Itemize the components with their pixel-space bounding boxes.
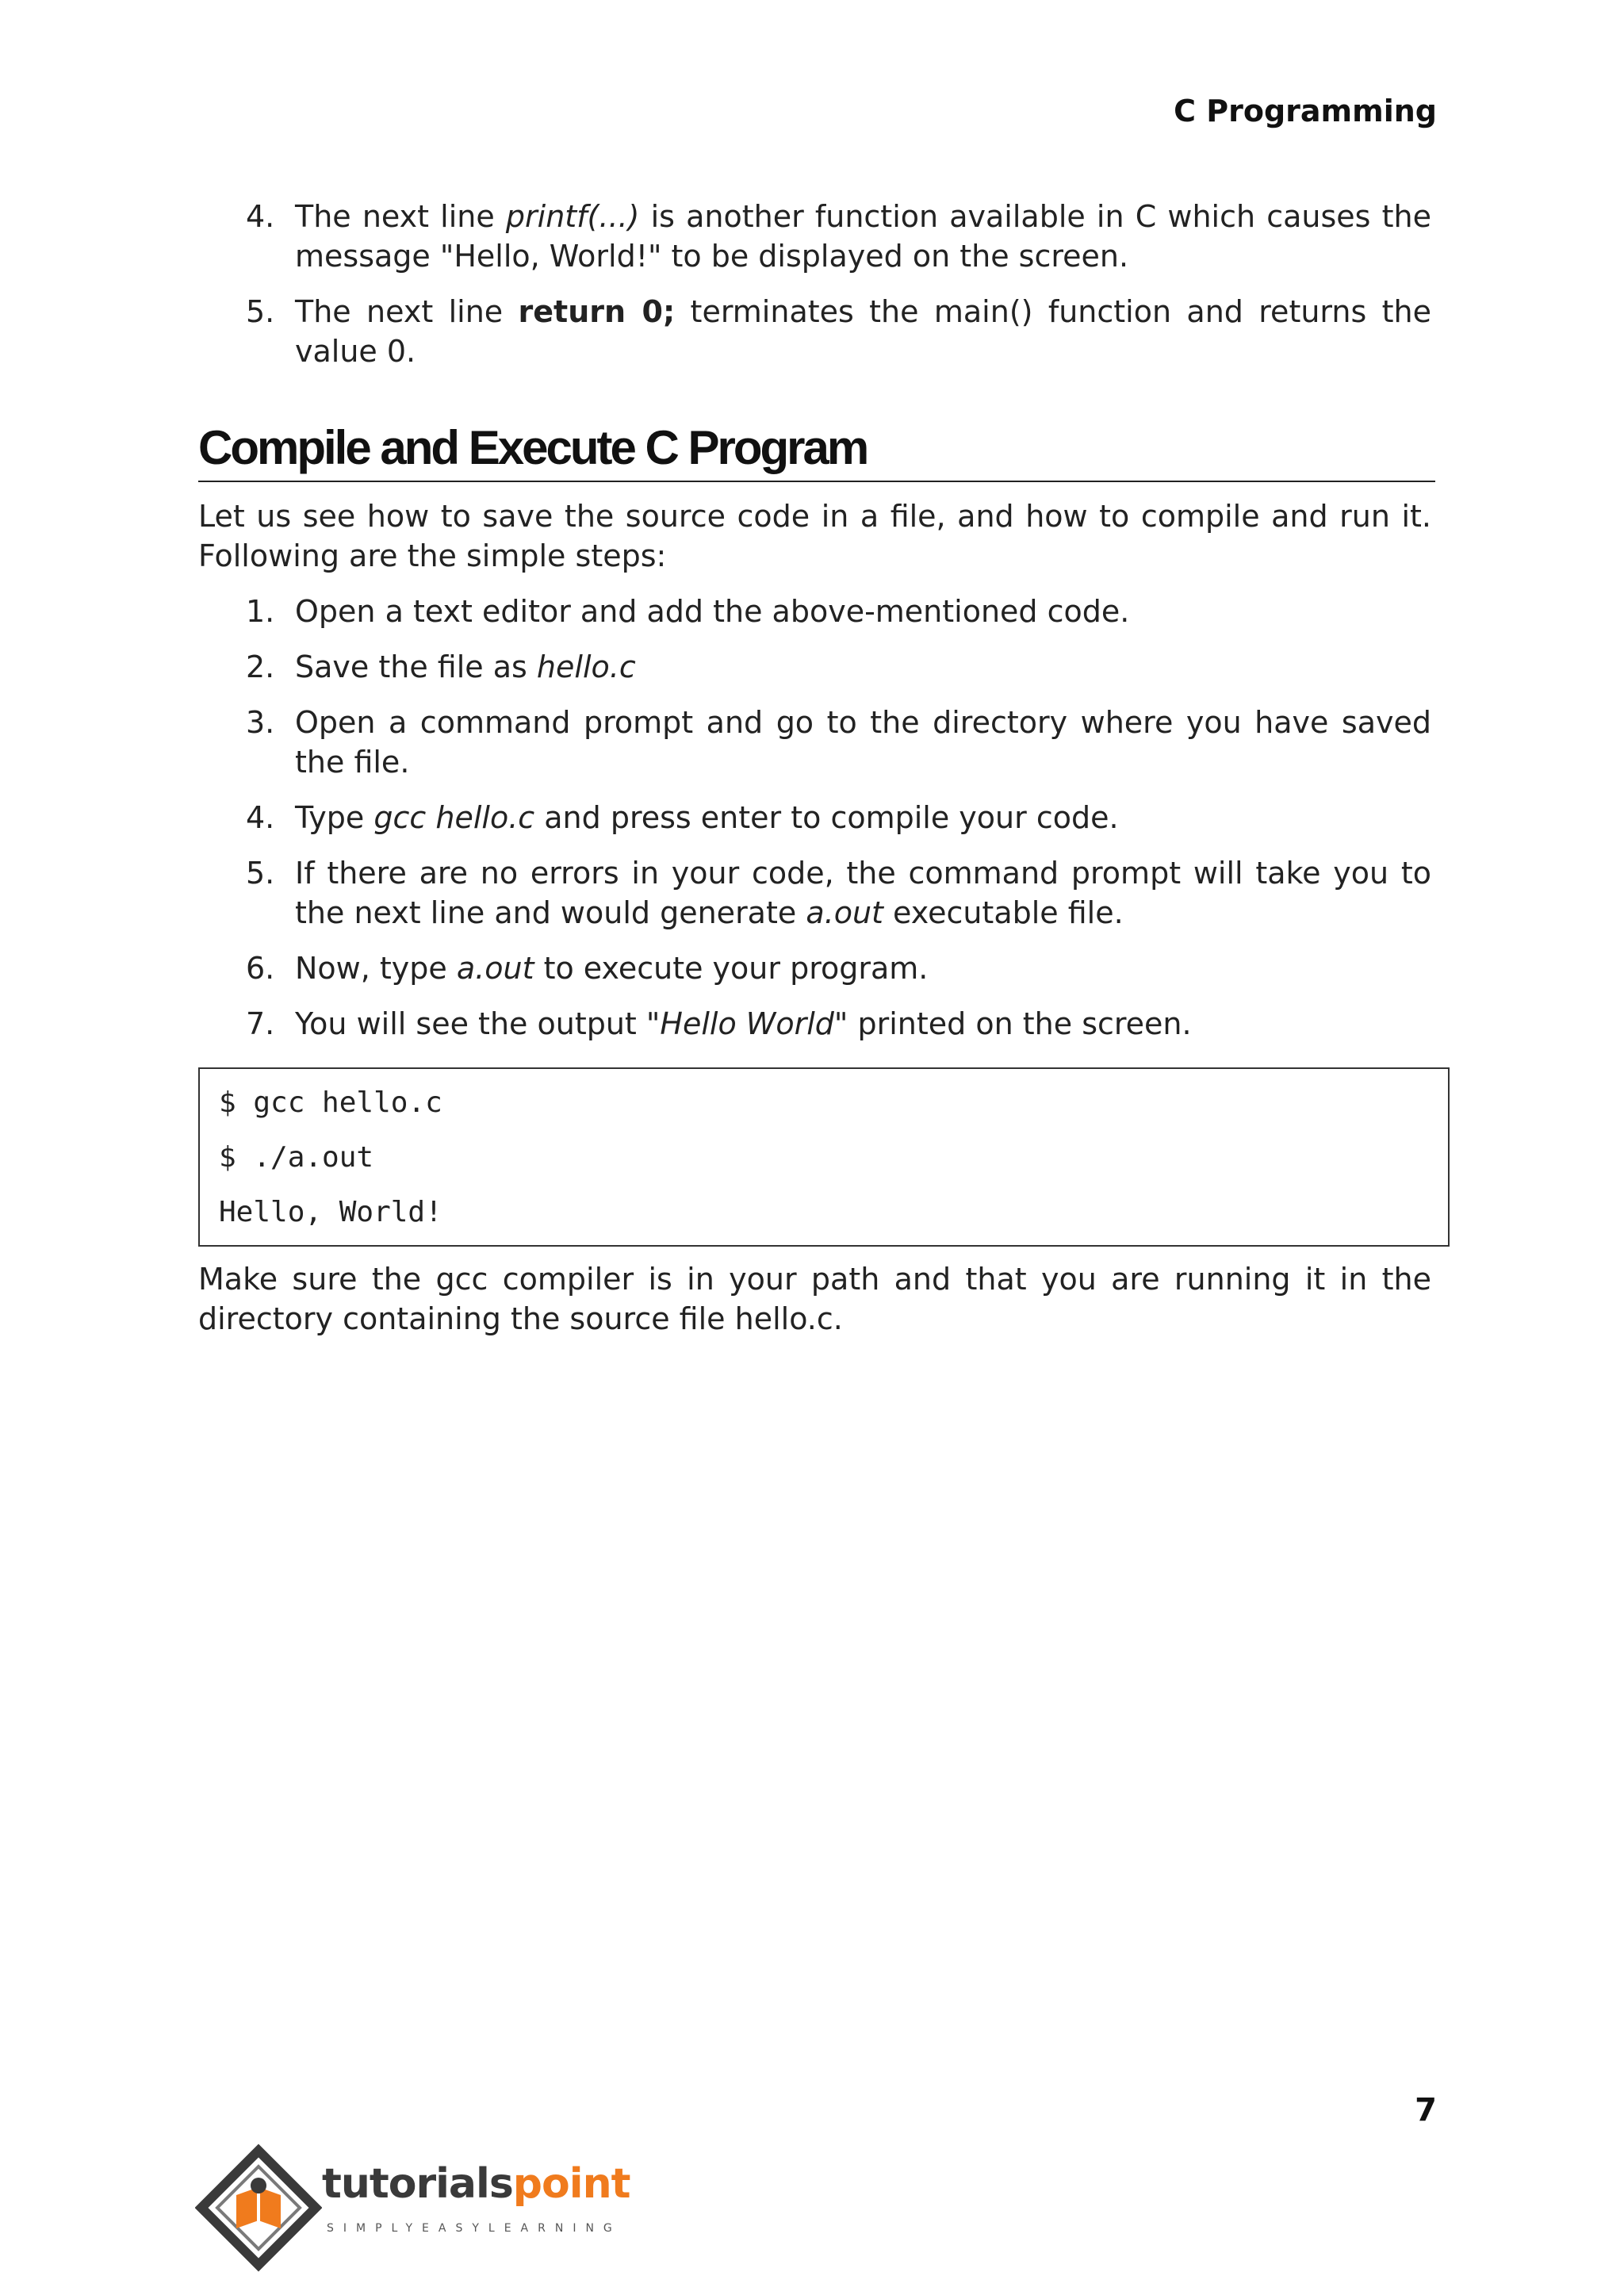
list-item: 4. The next line printf(...) is another function available in C which causes the message "Hello, World!" to be displayed on the screen. (246, 199, 1431, 274)
page-number: 7 (1415, 2092, 1437, 2128)
list-item: 1. Open a text editor and add the above-mentioned code. (246, 594, 1130, 629)
section-heading: Compile and Execute C Program (198, 420, 1435, 482)
closing-paragraph: Make sure the gcc compiler is in your path and that you are running it in the directory containing the source file hello.c. (198, 1262, 1431, 1336)
top-list (198, 197, 1431, 387)
inline-code-ref: return 0; (518, 294, 676, 329)
logo-tagline: SIMPLYEASYLEARNING (327, 2222, 622, 2235)
intro-paragraph: Let us see how to save the source code in a file, and how to compile and run it. Following are the simple steps: (198, 499, 1431, 573)
list-item: 6. Now, type a.out to execute your program. (246, 951, 929, 986)
code-line: $ ./a.out (219, 1141, 374, 1174)
logo-emblem-icon (195, 2140, 322, 2282)
steps-list (198, 592, 1431, 1059)
list-item: 4. Type gcc hello.c and press enter to compile your code. (246, 800, 1119, 835)
running-header: C Programming (1174, 94, 1437, 128)
logo-wordmark: tutorialspoint (322, 2160, 630, 2208)
list-item: 5. If there are no errors in your code, the command prompt will take you to the next line and would generate a.out executable file. (246, 856, 1431, 930)
inline-code-ref: printf(...) (505, 199, 640, 234)
list-item: 2. Save the file as hello.c (246, 649, 636, 684)
code-block (198, 1067, 1450, 1247)
list-item: 7. You will see the output "Hello World" printed on the screen. (246, 1006, 1192, 1041)
list-item: 3. Open a command prompt and go to the directory where you have saved the file. (246, 705, 1431, 780)
code-line: $ gcc hello.c (219, 1086, 442, 1119)
code-line: Hello, World! (219, 1196, 442, 1228)
list-item: 5. The next line return 0; terminates the main() function and returns the value 0. (246, 294, 1431, 369)
tutorialspoint-logo (195, 2140, 639, 2282)
